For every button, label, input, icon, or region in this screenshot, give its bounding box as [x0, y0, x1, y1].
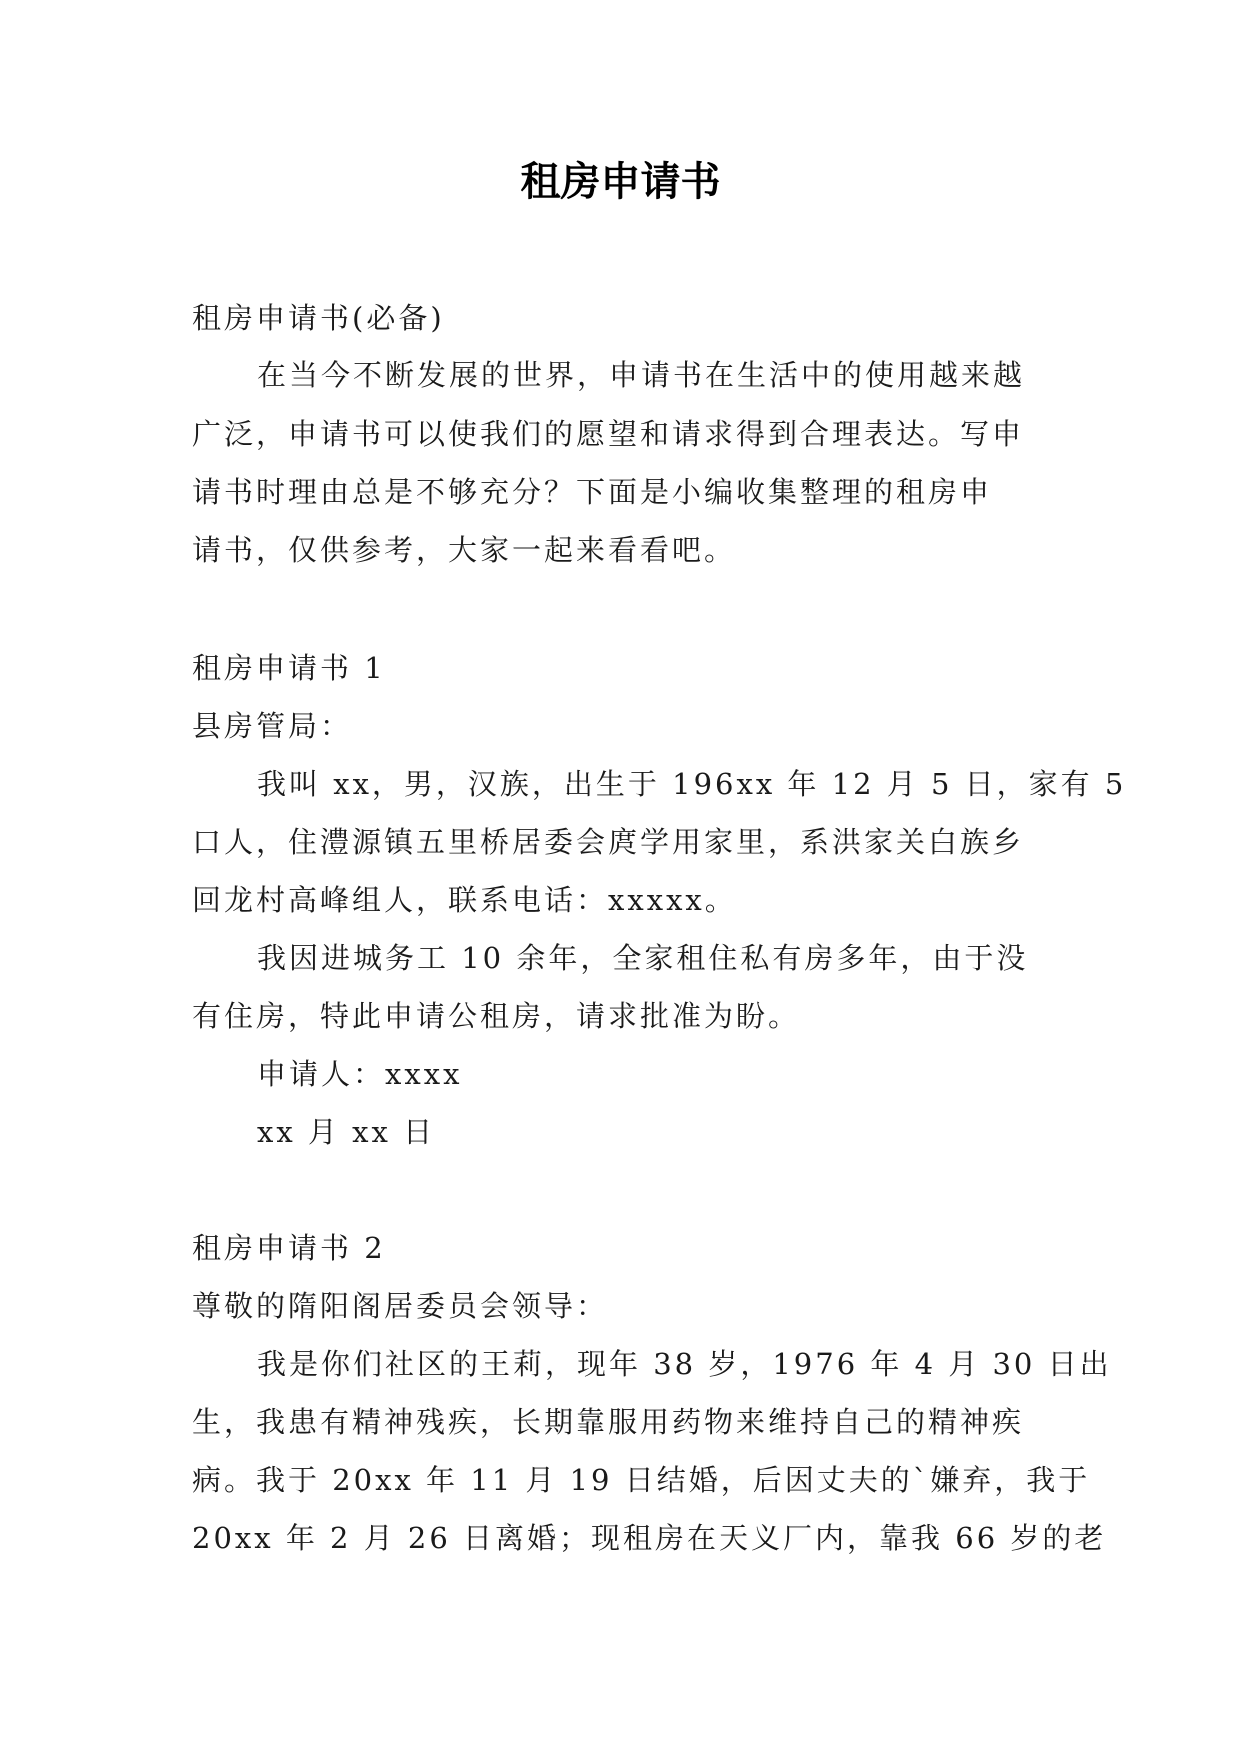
intro-paragraph-line: 在当今不断发展的世界，申请书在生活中的使用越来越: [257, 358, 1026, 392]
document-title: 租房申请书: [520, 159, 721, 205]
section-heading-2: 租房申请书 2: [192, 1231, 386, 1265]
intro-paragraph-line: 请书，仅供参考，大家一起来看看吧。: [192, 533, 737, 567]
section-heading-1: 租房申请书 1: [192, 651, 386, 685]
intro-paragraph-line: 请书时理由总是不够充分？下面是小编收集整理的租房申: [192, 475, 993, 509]
applicant-signature: 申请人：xxxx: [257, 1057, 463, 1091]
letter1-paragraph-line: 我因进城务工 10 余年，全家租住私有房多年，由于没: [257, 941, 1029, 975]
letter1-paragraph-line: 我叫 xx，男，汉族，出生于 196xx 年 12 月 5 日，家有 5: [257, 767, 1127, 801]
salutation-1: 县房管局：: [192, 709, 353, 743]
intro-paragraph-line: 广泛，申请书可以使我们的愿望和请求得到合理表达。写申: [192, 417, 1025, 451]
letter2-paragraph-line: 20xx 年 2 月 26 日离婚；现租房在天义厂内，靠我 66 岁的老: [192, 1521, 1107, 1555]
letter2-paragraph-line: 病。我于 20xx 年 11 月 19 日结婚，后因丈夫的`嫌弃，我于: [192, 1463, 1091, 1497]
letter1-date: xx 月 xx 日: [257, 1115, 436, 1149]
intro-heading: 租房申请书(必备): [192, 301, 445, 335]
letter2-paragraph-line: 我是你们社区的王莉，现年 38 岁，1976 年 4 月 30 日出: [257, 1347, 1112, 1381]
salutation-2: 尊敬的隋阳阁居委员会领导：: [192, 1289, 609, 1323]
letter1-paragraph-line: 回龙村高峰组人，联系电话：xxxxx。: [192, 883, 737, 917]
letter1-paragraph-line: 有住房，特此申请公租房，请求批准为盼。: [192, 999, 801, 1033]
letter2-paragraph-line: 生，我患有精神残疾，长期靠服用药物来维持自己的精神疾: [192, 1405, 1025, 1439]
letter1-paragraph-line: 口人，住澧源镇五里桥居委会庹学用家里，系洪家关白族乡: [192, 825, 1025, 859]
